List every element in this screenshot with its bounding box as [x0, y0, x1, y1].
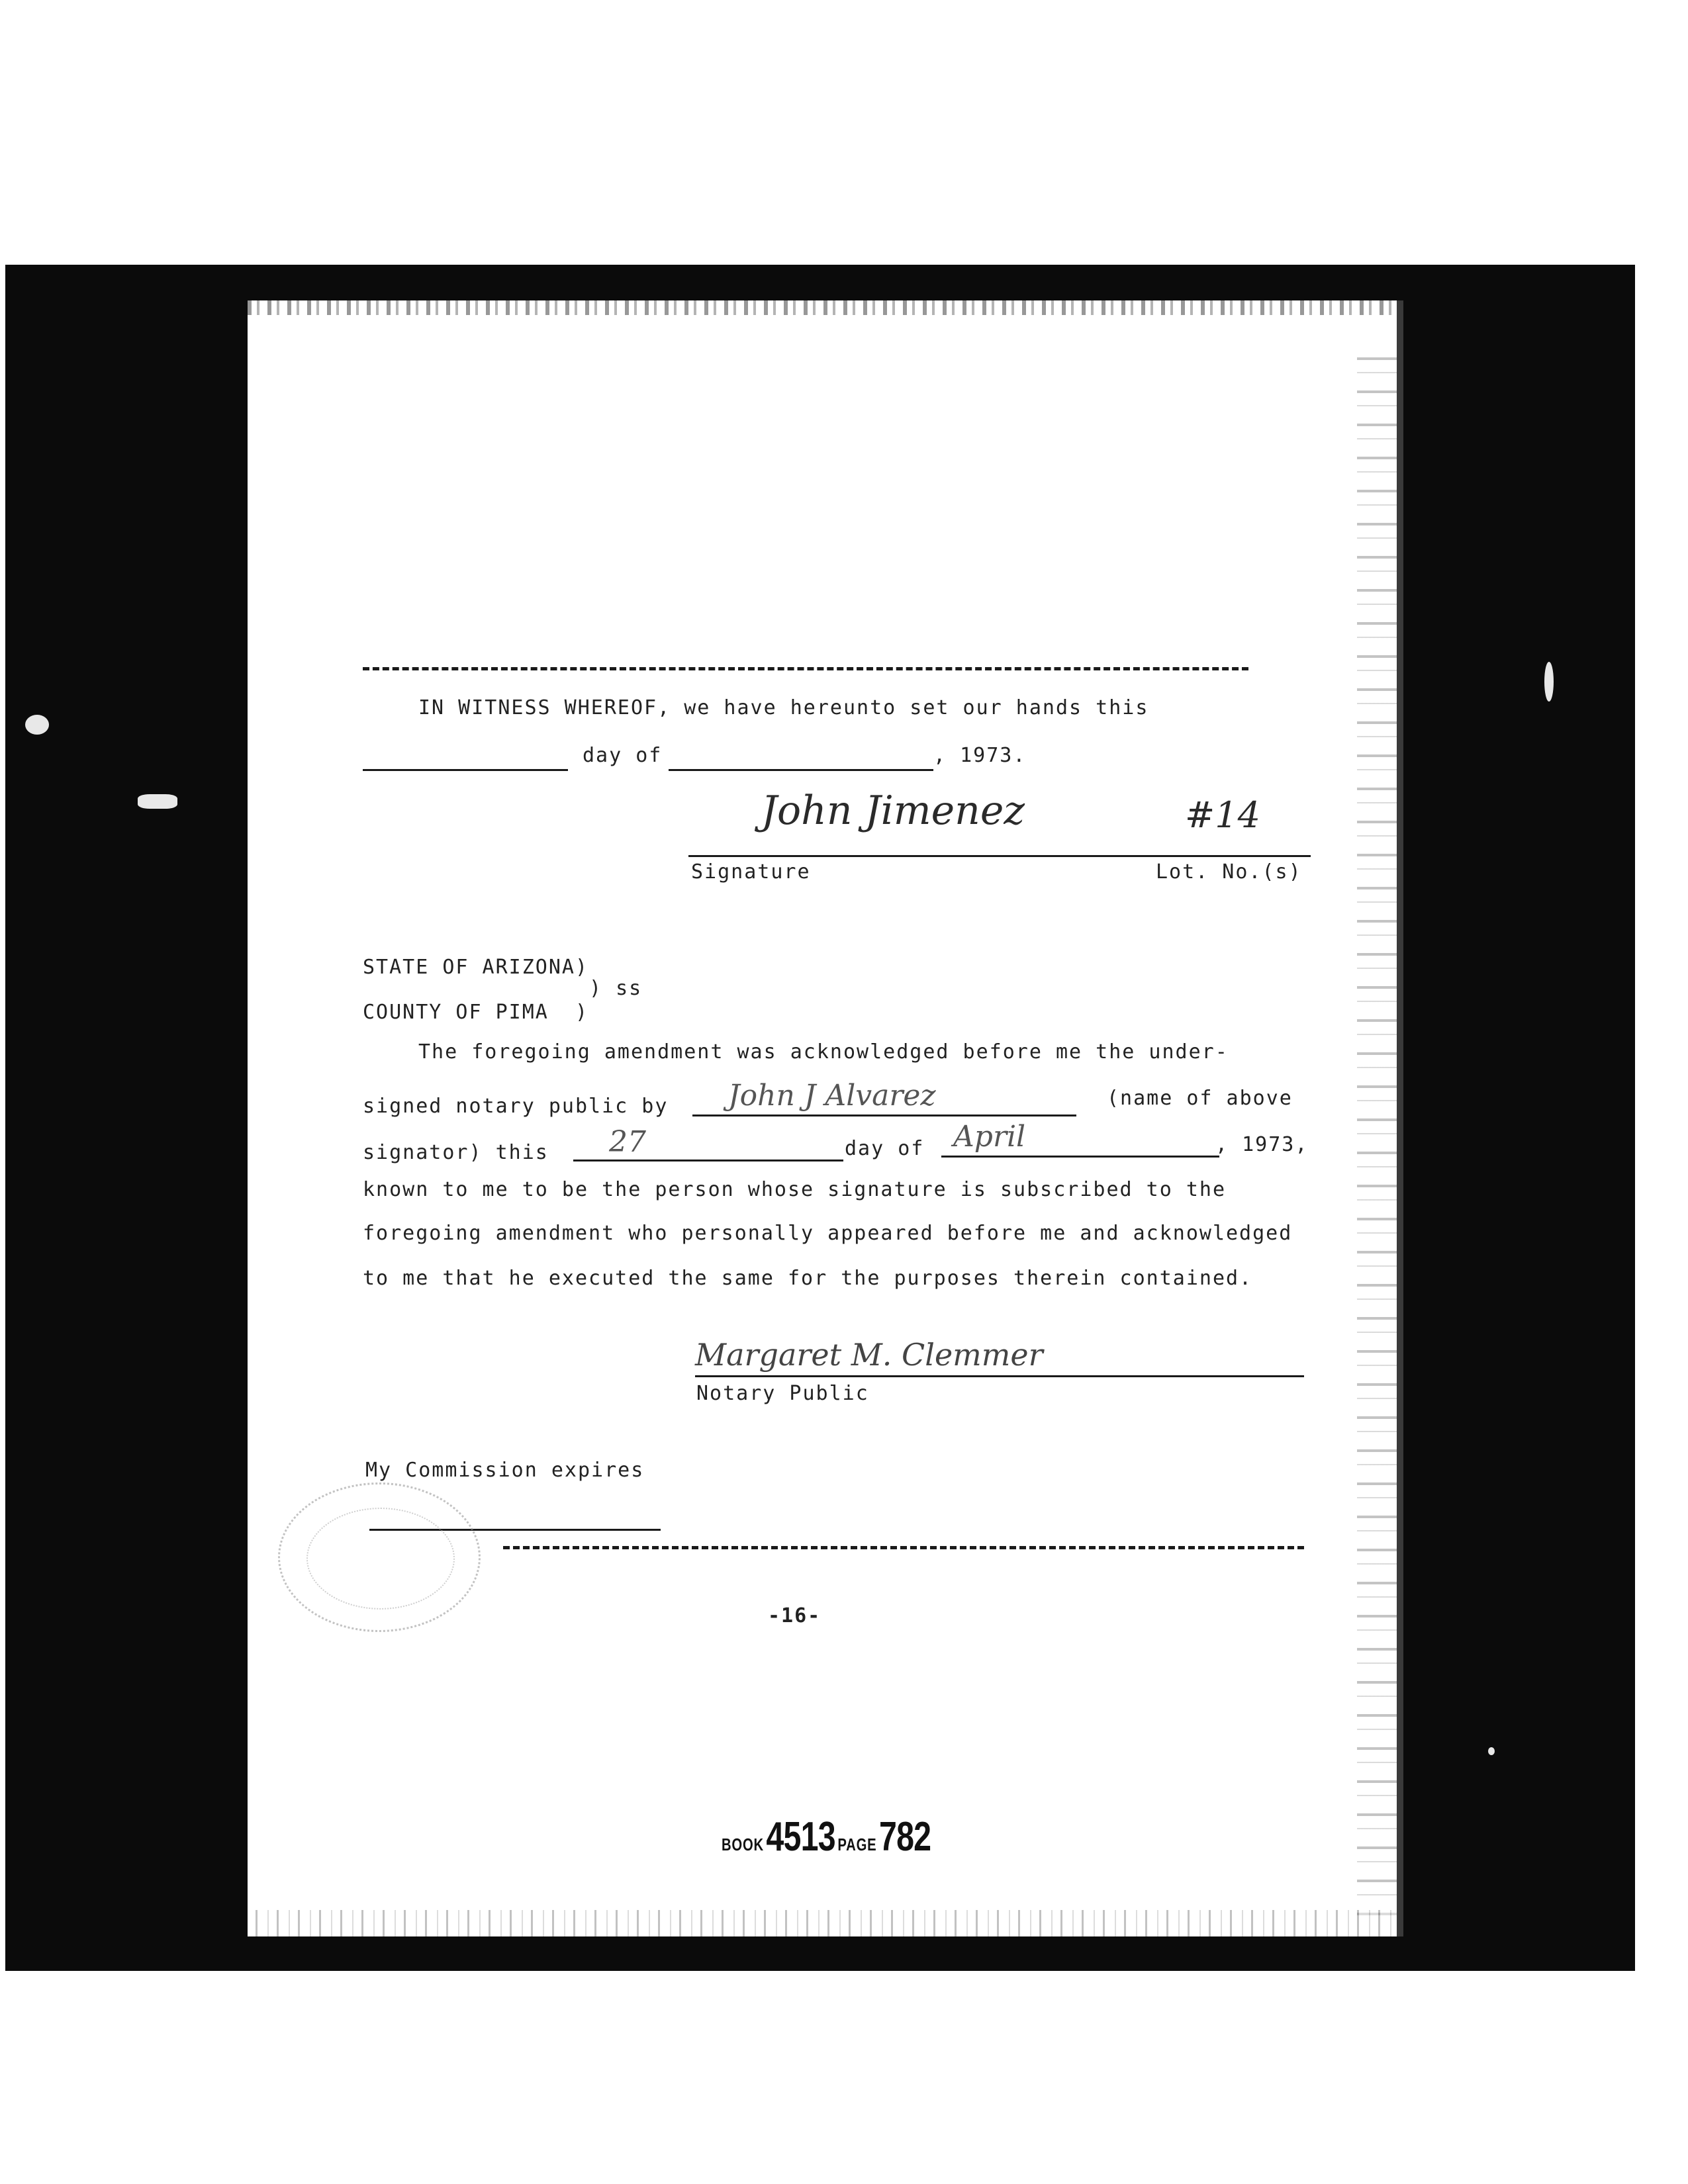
notary-label: Notary Public	[696, 1382, 869, 1405]
witness-year: , 1973.	[933, 744, 1027, 767]
ack-month-blank	[941, 1156, 1219, 1158]
divider-top	[363, 667, 1248, 670]
notary-seal-ring	[306, 1508, 455, 1610]
venue-ss: ) ss	[589, 977, 643, 1000]
witness-line: IN WITNESS WHEREOF, we have hereunto set our hands this	[418, 696, 1149, 719]
divider-bottom	[503, 1546, 1304, 1549]
signature-label: Signature	[691, 860, 811, 884]
ack-line-5: foregoing amendment who personally appeared before me and acknowledged	[363, 1222, 1293, 1245]
ack-day-value: 27	[609, 1125, 646, 1159]
signator-name-value: John J Alvarez	[728, 1079, 936, 1113]
owner-signature: John Jimenez	[761, 788, 1025, 834]
book-page-number: 782	[878, 1814, 931, 1860]
page-label: PAGE	[837, 1835, 877, 1854]
scan-artifact	[1488, 1747, 1495, 1755]
book-label: BOOK	[722, 1835, 764, 1854]
document-page	[248, 300, 1403, 1936]
ack-line-4: known to me to be the person whose signature is subscribed to the	[363, 1178, 1226, 1201]
page-edge-noise	[248, 1910, 1397, 1936]
recording-stamp	[722, 1813, 931, 1860]
page-number: -16-	[768, 1604, 821, 1627]
scan-artifact	[138, 794, 177, 809]
notary-signature-line	[695, 1375, 1304, 1377]
lot-number-value: #14	[1185, 794, 1260, 836]
ack-line-2-post: (name of above	[1107, 1087, 1293, 1110]
venue-county: COUNTY OF PIMA )	[363, 1001, 589, 1024]
scan-artifact	[25, 715, 49, 735]
commission-label: My Commission expires	[365, 1459, 645, 1482]
book-number: 4513	[766, 1814, 835, 1860]
lot-label: Lot. No.(s)	[1156, 860, 1302, 884]
notary-seal	[278, 1482, 481, 1632]
notary-signature: Margaret M. Clemmer	[695, 1337, 1043, 1373]
ack-line-2-pre: signed notary public by	[363, 1095, 669, 1118]
page-edge-noise	[248, 300, 1397, 315]
page-edge-noise	[1357, 340, 1397, 1915]
ack-line-3-pre: signator) this	[363, 1141, 549, 1164]
signator-name-blank	[692, 1115, 1076, 1116]
witness-month-blank	[669, 769, 933, 771]
ack-line-1: The foregoing amendment was acknowledged before me the under-	[418, 1040, 1229, 1064]
signature-line	[688, 855, 1311, 857]
venue-state: STATE OF ARIZONA)	[363, 956, 589, 979]
witness-day-label: day of	[583, 744, 663, 767]
ack-day-blank	[573, 1160, 843, 1161]
ack-line-3-mid: day of	[845, 1137, 925, 1160]
ack-line-3-post: , 1973,	[1215, 1133, 1309, 1156]
scan-artifact	[1544, 662, 1554, 702]
ack-line-6: to me that he executed the same for the purposes therein contained.	[363, 1267, 1253, 1290]
witness-day-blank	[363, 769, 568, 771]
ack-month-value: April	[953, 1120, 1026, 1154]
